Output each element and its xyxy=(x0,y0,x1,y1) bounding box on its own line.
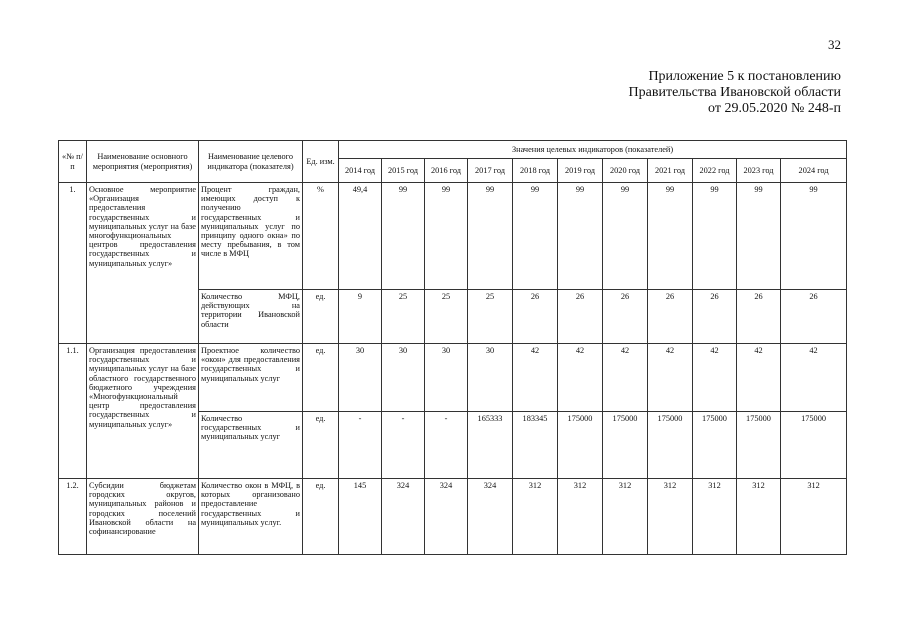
value-cell: 9 xyxy=(339,290,382,344)
header-year: 2022 год xyxy=(693,159,737,183)
value-cell: 42 xyxy=(603,344,648,412)
indicator-name: Процент граждан, имеющих доступ к получению государственных и муниципальных услуг по принципу одного окна» по месту пребывания, в том числе в МФЦ xyxy=(199,183,303,290)
page-number: 32 xyxy=(828,37,841,52)
value-cell: 145 xyxy=(339,479,382,555)
value-cell: 26 xyxy=(558,290,603,344)
value-cell: - xyxy=(382,412,425,479)
header-year: 2018 год xyxy=(513,159,558,183)
event-name: Субсидии бюджетам городских округов, муниципальных районов и городских поселений Ивановской области на софинансирование xyxy=(87,479,199,555)
value-cell: 42 xyxy=(648,344,693,412)
header-year: 2021 год xyxy=(648,159,693,183)
header-year: 2023 год xyxy=(737,159,781,183)
value-cell: 312 xyxy=(648,479,693,555)
unit-cell: % xyxy=(303,183,339,290)
value-cell: 42 xyxy=(513,344,558,412)
event-name: Организация предоставления государственных и муниципальных услуг на базе областного государственного бюджетного учреждения «Многофункциональный центр предоставления государственных и муниципальных услуг» xyxy=(87,344,199,479)
value-cell: 26 xyxy=(781,290,847,344)
header-year: 2017 год xyxy=(468,159,513,183)
header-year: 2020 год xyxy=(603,159,648,183)
value-cell: 25 xyxy=(382,290,425,344)
header-year: 2015 год xyxy=(382,159,425,183)
indicator-name: Количество окон в МФЦ, в которых организовано предоставление государственных и муниципальных услуг. xyxy=(199,479,303,555)
value-cell: 26 xyxy=(693,290,737,344)
value-cell: 312 xyxy=(737,479,781,555)
value-cell: 99 xyxy=(425,183,468,290)
table-row xyxy=(59,344,847,412)
value-cell: 25 xyxy=(468,290,513,344)
value-cell: 99 xyxy=(558,183,603,290)
value-cell: 99 xyxy=(781,183,847,290)
value-cell: 99 xyxy=(693,183,737,290)
header-year: 2016 год xyxy=(425,159,468,183)
unit-cell: ед. xyxy=(303,290,339,344)
value-cell: 175000 xyxy=(603,412,648,479)
table-row xyxy=(59,479,847,555)
value-cell: 30 xyxy=(339,344,382,412)
value-cell: - xyxy=(425,412,468,479)
value-cell: 165333 xyxy=(468,412,513,479)
value-cell: 312 xyxy=(693,479,737,555)
value-cell: 25 xyxy=(425,290,468,344)
header-line-2: Правительства Ивановской области xyxy=(628,85,841,100)
value-cell: 99 xyxy=(648,183,693,290)
value-cell: 312 xyxy=(603,479,648,555)
header-line-1: Приложение 5 к постановлению xyxy=(648,69,841,84)
value-cell: 26 xyxy=(603,290,648,344)
value-cell: 26 xyxy=(737,290,781,344)
value-cell: 175000 xyxy=(737,412,781,479)
row-number: 1. xyxy=(59,183,87,344)
value-cell: 30 xyxy=(468,344,513,412)
value-cell: 175000 xyxy=(693,412,737,479)
unit-cell: ед. xyxy=(303,412,339,479)
value-cell: 99 xyxy=(382,183,425,290)
value-cell: 42 xyxy=(737,344,781,412)
header-unit: Ед. изм. xyxy=(303,141,339,183)
value-cell: 99 xyxy=(513,183,558,290)
value-cell: 324 xyxy=(425,479,468,555)
value-cell: 312 xyxy=(558,479,603,555)
event-name: Основное мероприятие «Организация предоставления государственных и муниципальных услуг на базе многофункциональных центров предоставления государственных и муниципальных услуг» xyxy=(87,183,199,344)
header-year: 2019 год xyxy=(558,159,603,183)
value-cell: - xyxy=(339,412,382,479)
value-cell: 312 xyxy=(513,479,558,555)
row-number: 1.1. xyxy=(59,344,87,479)
value-cell: 175000 xyxy=(781,412,847,479)
value-cell: 99 xyxy=(603,183,648,290)
value-cell: 99 xyxy=(468,183,513,290)
value-cell: 26 xyxy=(513,290,558,344)
header-num: «№ п/п xyxy=(59,141,87,183)
header-event: Наименование основного мероприятия (мероприятия) xyxy=(87,141,199,183)
header-year: 2024 год xyxy=(781,159,847,183)
header-indicator: Наименование целевого индикатора (показателя) xyxy=(199,141,303,183)
unit-cell: ед. xyxy=(303,344,339,412)
table-row xyxy=(59,183,847,290)
value-cell: 99 xyxy=(737,183,781,290)
value-cell: 175000 xyxy=(558,412,603,479)
value-cell: 30 xyxy=(382,344,425,412)
header-line-3: от 29.05.2020 № 248-п xyxy=(708,101,841,116)
value-cell: 175000 xyxy=(648,412,693,479)
row-number: 1.2. xyxy=(59,479,87,555)
value-cell: 183345 xyxy=(513,412,558,479)
indicators-table xyxy=(58,140,847,555)
value-cell: 42 xyxy=(693,344,737,412)
value-cell: 42 xyxy=(781,344,847,412)
header-year: 2014 год xyxy=(339,159,382,183)
value-cell: 312 xyxy=(781,479,847,555)
indicator-name: Количество МФЦ, действующих на территории Ивановской области xyxy=(199,290,303,344)
value-cell: 324 xyxy=(382,479,425,555)
header-values-group: Значения целевых индикаторов (показателей) xyxy=(339,141,847,159)
value-cell: 42 xyxy=(558,344,603,412)
unit-cell: ед. xyxy=(303,479,339,555)
value-cell: 30 xyxy=(425,344,468,412)
indicator-name: Проектное количество «окон» для предоставления государственных и муниципальных услуг xyxy=(199,344,303,412)
document-header xyxy=(629,69,841,117)
value-cell: 324 xyxy=(468,479,513,555)
value-cell: 26 xyxy=(648,290,693,344)
indicator-name: Количество государственных и муниципальных услуг xyxy=(199,412,303,479)
value-cell: 49,4 xyxy=(339,183,382,290)
